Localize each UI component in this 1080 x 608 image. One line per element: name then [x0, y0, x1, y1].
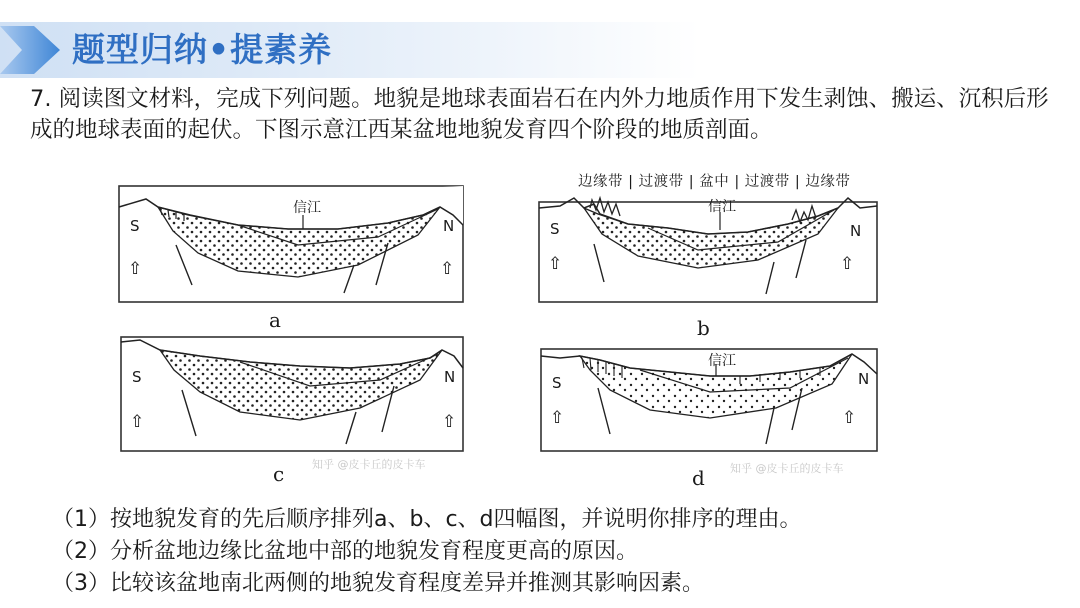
- question-list: [52, 504, 802, 600]
- north-label: N: [444, 368, 456, 386]
- watermark: 知乎 @皮卡丘的皮卡车: [312, 458, 426, 471]
- question-1: （1）按地貌发育的先后顺序排列a、b、c、d四幅图，并说明你排序的理由。: [52, 507, 802, 532]
- uplift-arrow-icon: ⇧: [548, 254, 563, 274]
- figure-label-a: a: [269, 308, 281, 332]
- north-label: N: [850, 222, 862, 240]
- uplift-arrow-icon: ⇧: [840, 254, 855, 274]
- north-label: N: [443, 217, 455, 235]
- uplift-arrow-icon: ⇧: [130, 412, 145, 432]
- intro-paragraph: 7. 阅读图文材料，完成下列问题。地貌是地球表面岩石在内外力地质作用下发生剥蚀、搬运、沉积后形成的地球表面的起伏。下图示意江西某盆地地貌发育四个阶段的地质剖面。: [30, 86, 1049, 143]
- north-label: N: [858, 370, 870, 388]
- question-3: （3）比较该盆地南北两侧的地貌发育程度差异并推测其影响因素。: [52, 571, 704, 596]
- river-label: 信江: [293, 200, 321, 216]
- figure-label-b: b: [697, 316, 710, 340]
- south-label: S: [552, 374, 562, 392]
- chevron-right-icon: [0, 22, 70, 78]
- zone-bar: 边缘带 | 过渡带 | 盆中 | 过渡带 | 边缘带: [578, 174, 851, 190]
- uplift-arrow-icon: ⇧: [440, 259, 455, 279]
- river-label: 信江: [708, 353, 736, 369]
- figure-a: [118, 185, 464, 303]
- uplift-arrow-icon: ⇧: [550, 408, 565, 428]
- uplift-arrow-icon: ⇧: [842, 408, 857, 428]
- uplift-arrow-icon: ⇧: [128, 259, 143, 279]
- figure-b: [538, 194, 878, 304]
- south-label: S: [132, 368, 142, 386]
- question-2: （2）分析盆地边缘比盆地中部的地貌发育程度更高的原因。: [52, 539, 638, 564]
- figure-d: [540, 348, 878, 452]
- south-label: S: [130, 217, 140, 235]
- figure-c: [120, 336, 464, 452]
- south-label: S: [550, 220, 560, 238]
- figure-label-d: d: [692, 466, 705, 490]
- watermark: 知乎 @皮卡丘的皮卡车: [730, 462, 844, 475]
- river-label: 信江: [708, 199, 736, 215]
- figure-label-c: c: [273, 462, 285, 486]
- uplift-arrow-icon: ⇧: [442, 412, 457, 432]
- page-title: 题型归纳•提素养: [72, 30, 333, 69]
